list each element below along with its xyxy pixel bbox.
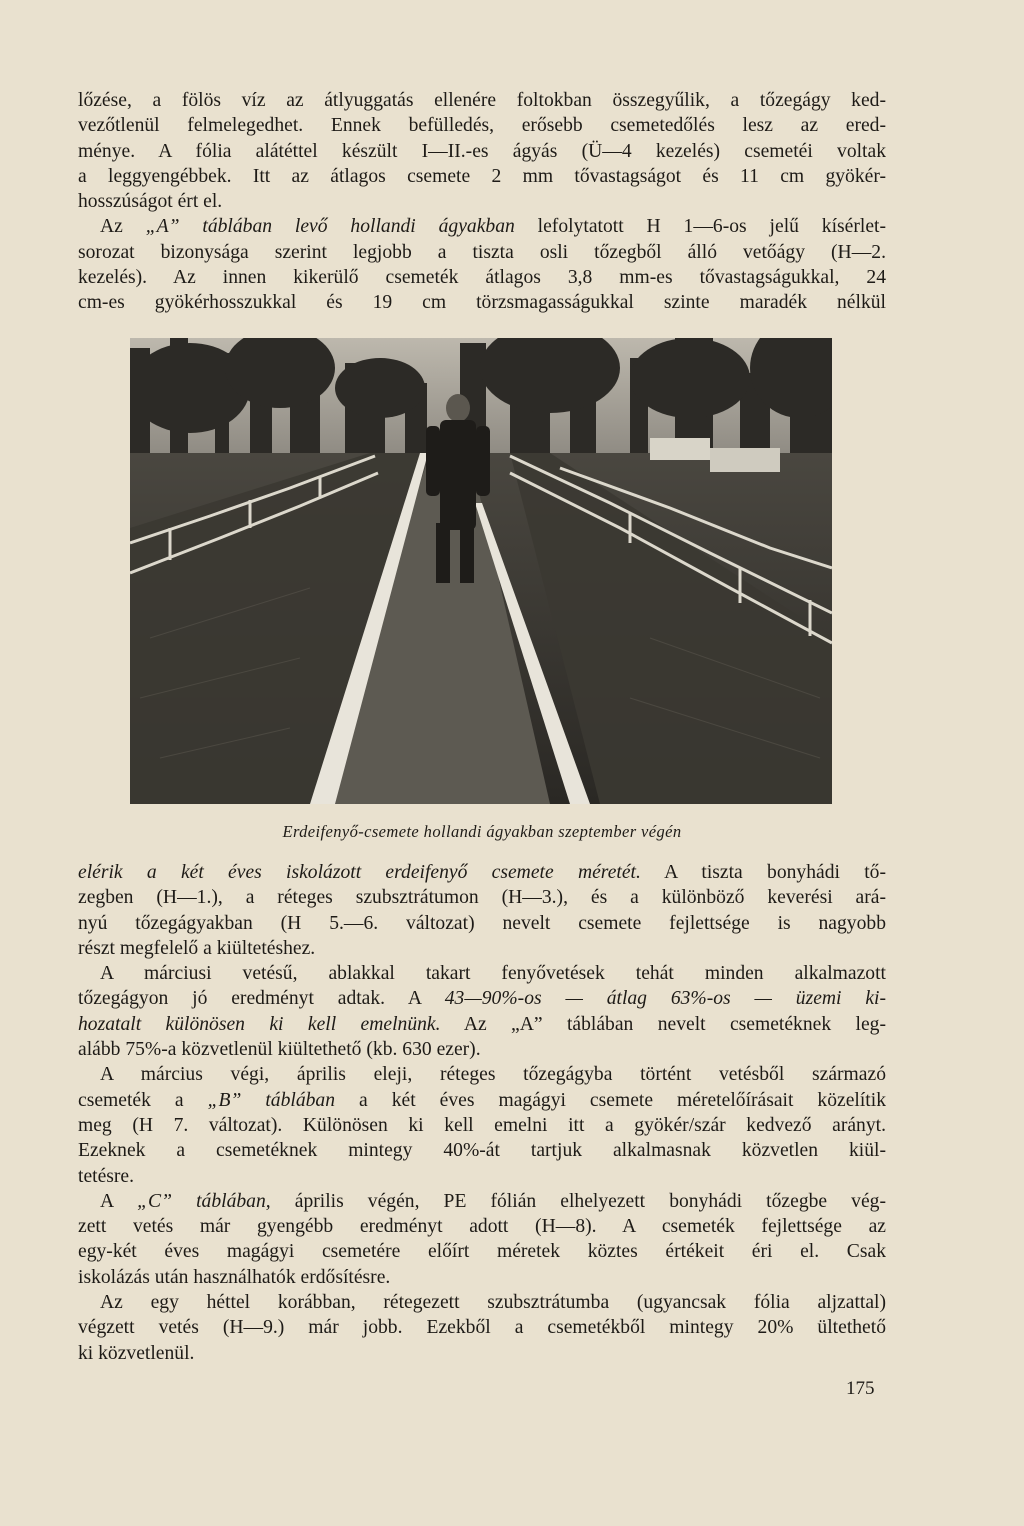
text-run: Az „A” táblában nevelt csemetéknek leg- [440,1013,886,1035]
paragraph-5 [78,1062,886,1188]
bottom-text [78,860,886,1366]
text-line [78,1088,886,1113]
text-line: A március végi, április eleji, réteges tőzegágyba történt vetésből származó [100,1064,886,1086]
emphasis: 43—90%-os — átlag 63%-os — üzemi ki- [444,988,886,1010]
top-text [78,88,886,316]
text-run: A tiszta bonyhádi tő- [640,862,886,883]
text-line [78,1012,886,1037]
text-line: sorozat bizonysága szerint legjobb a tiszta osli tőzegből álló vetőágy (H—2. [78,241,886,263]
text-line: a leggyengébbek. Itt az átlagos csemete 2 mm tővastagságot és 11 cm gyökér- [78,165,886,187]
paragraph-6 [78,1189,886,1290]
text-line: nyú tőzegágyakban (H 5.—6. változat) nevelt csemete fejlettsége is nagyobb [78,912,886,934]
text-line: vezőtlenül felmelegedhet. Ennek befülledés, erősebb csemetedőlés lesz az ered- [78,115,886,137]
paragraph-2 [78,214,886,315]
text-run: lefolytatott H 1—6-os jelű kísérlet- [514,216,886,238]
text-line: ménye. A fólia alátéttel készült I—II.-es ágyás (Ü—4 kezelés) csemetéi voltak [78,140,886,162]
text-run: a két éves magágyi csemete méretelőírásait közelítik [335,1089,886,1111]
text-line: zett vetés már gyengébb eredményt adott (H—8). A csemeték fejlettsége az [78,1216,886,1238]
text-line: végzett vetés (H—9.) már jobb. Ezekből a csemetékből mintegy 20% ültethető [78,1317,886,1339]
text-run: csemeték a [78,1089,208,1111]
paragraph-4 [78,961,886,1062]
text-line: egy-két éves magágyi csemetére előírt méretek köztes értékeit éri el. Csak [78,1241,886,1263]
emphasis: „A” táblában levő hollandi ágyakban [145,216,515,238]
text-line: hosszúságot ért el. [78,191,223,213]
emphasis: hozatalt különösen ki kell emelnünk. [78,1013,441,1035]
text-line: iskolázás után használhatók erdősítésre. [78,1266,391,1288]
paragraph-3 [78,860,886,961]
text-line: ki közvetlenül. [78,1342,195,1364]
text-line: alább 75%-a közvetlenül kiültethető (kb. 630 ezer). [78,1039,481,1061]
text-line: kezelés). Az innen kikerülő csemeték átlagos 3,8 mm-es tővastagságukkal, 24 [78,267,886,289]
emphasis: „B” táblában [207,1089,336,1111]
text-line [78,214,886,239]
text-run: tőzegágyon jó eredményt adtak. A [78,988,445,1010]
text-run: Az [100,216,146,238]
text-run: A [100,1190,138,1212]
text-line: tetésre. [78,1165,135,1187]
paragraph-7 [78,1290,886,1366]
figure-photo [130,338,832,804]
text-line: Ezeknek a csemetéknek mintegy 40%-át tartjuk alkalmasnak közvetlen kiül- [78,1140,886,1162]
text-line: A márciusi vetésű, ablakkal takart fenyővetések tehát minden alkalmazott [100,963,886,985]
text-line: részt megfelelő a kiültetéshez. [78,937,316,959]
text-run: április végén, PE fólián elhelyezett bonyhádi tőzegbe vég- [270,1190,886,1212]
text-line [78,860,886,885]
text-line: meg (H 7. változat). Különösen ki kell emelni itt a gyökér/szár kedvező arányt. [78,1114,886,1136]
page-number: 175 [846,1378,875,1399]
text-line [78,986,886,1011]
text-line: cm-es gyökérhosszukkal és 19 cm törzsmagasságukkal szinte maradék nélkül [78,292,886,314]
emphasis: elérik a két éves iskolázott erdeifenyő csemete méretét. [78,862,641,883]
text-line: zegben (H—1.), a réteges szubsztrátumon (H—3.), és a különböző keverési ará- [78,887,886,909]
paragraph-1 [78,88,886,214]
text-line [78,1189,886,1214]
emphasis: „C” táblában, [137,1190,271,1212]
figure-caption: Erdeifenyő-csemete hollandi ágyakban szeptember végén [282,822,682,841]
text-line: Az egy héttel korábban, rétegezett szubsztrátumba (ugyancsak fólia aljzattal) [100,1292,886,1314]
text-line: lőzése, a fölös víz az átlyuggatás ellenére foltokban összegyűlik, a tőzegágy ked- [78,90,886,111]
photo-illustration [130,338,832,804]
